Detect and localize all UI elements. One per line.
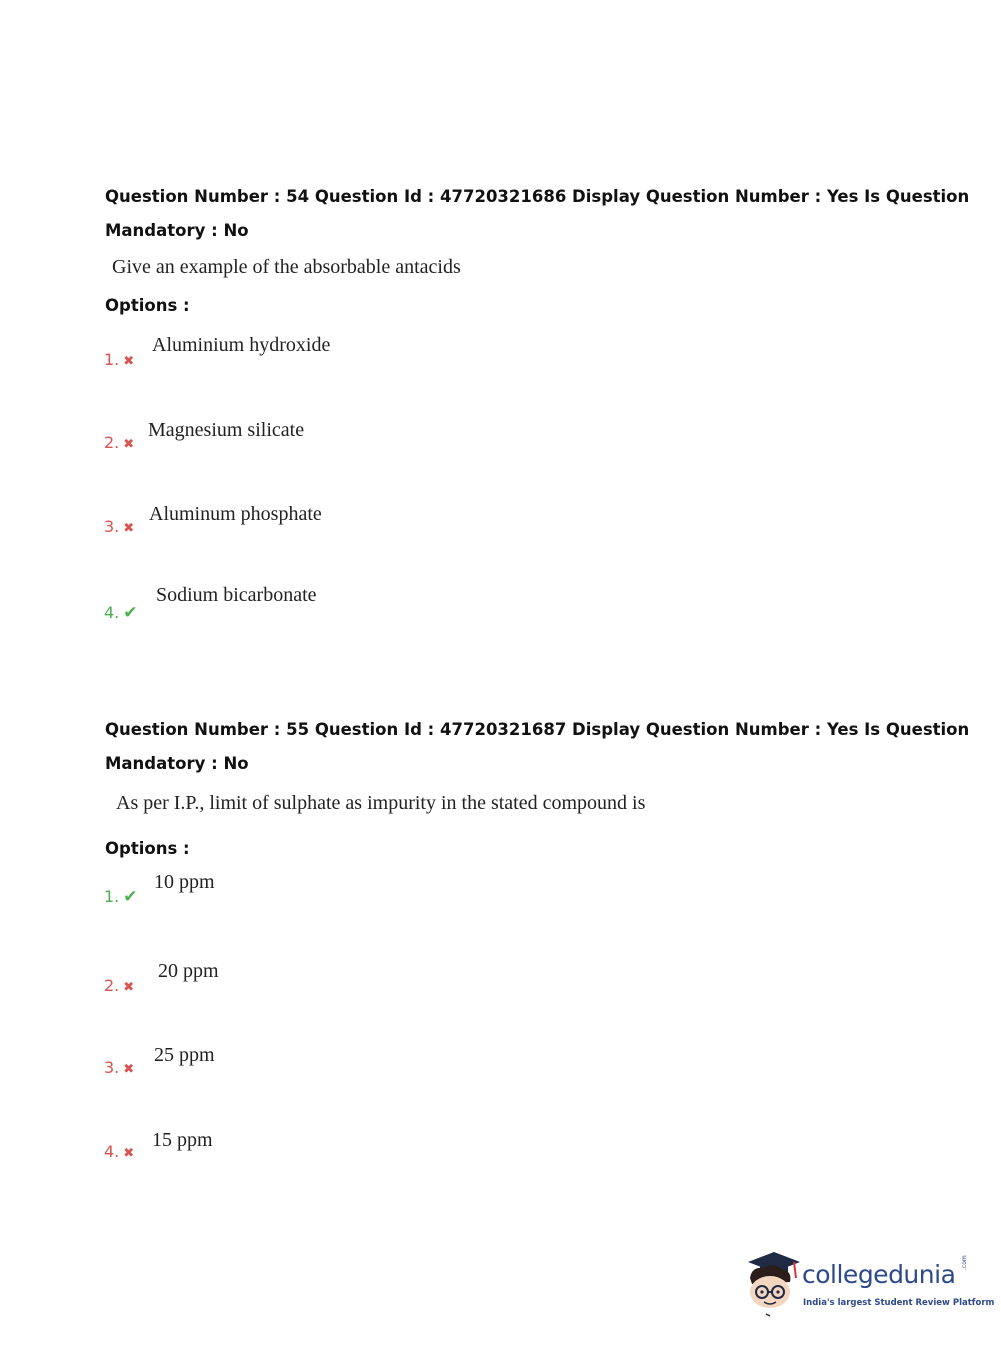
option-text: Aluminum phosphate	[149, 503, 322, 525]
option-number	[104, 976, 134, 995]
wrong-icon: ✖	[123, 354, 135, 369]
check-icon: ✔	[123, 887, 138, 907]
question-text: Give an example of the absorbable antacids	[112, 256, 461, 278]
option-text: 20 ppm	[158, 960, 219, 982]
wrong-icon: ✖	[123, 980, 135, 995]
options-label: Options :	[105, 839, 190, 858]
question-mandatory-line: Mandatory : No	[105, 221, 249, 240]
option-index: 4.	[104, 603, 120, 622]
logo-brand: collegedunia	[802, 1260, 956, 1289]
wrong-icon: ✖	[123, 437, 135, 452]
question-text: As per I.P., limit of sulphate as impurity in the stated compound is	[116, 792, 646, 814]
option-index: 1.	[104, 887, 120, 906]
wrong-icon: ✖	[123, 521, 135, 536]
option-index: 3.	[104, 1058, 120, 1077]
option-text: 25 ppm	[154, 1044, 215, 1066]
option-index: 1.	[104, 350, 120, 369]
question-header	[105, 180, 970, 248]
options-label: Options :	[105, 296, 190, 315]
option-number	[104, 1142, 134, 1161]
option-number	[104, 517, 134, 536]
option-number	[104, 1058, 134, 1077]
question-header	[105, 713, 970, 781]
option-text: 15 ppm	[152, 1129, 213, 1151]
question-header-line: Question Number : 55 Question Id : 47720321687 Display Question Number : Yes Is Question	[105, 720, 970, 739]
wrong-icon: ✖	[123, 1146, 135, 1161]
option-index: 3.	[104, 517, 120, 536]
question-mandatory-line: Mandatory : No	[105, 754, 249, 773]
option-index: 2.	[104, 433, 120, 452]
option-number	[104, 433, 134, 452]
question-header-line: Question Number : 54 Question Id : 47720321686 Display Question Number : Yes Is Question	[105, 187, 970, 206]
option-text: Aluminium hydroxide	[152, 334, 331, 356]
option-text: Magnesium silicate	[148, 419, 305, 441]
collegedunia-logo[interactable]	[742, 1248, 995, 1318]
logo-dotcom: .com	[961, 1255, 968, 1270]
option-number	[104, 350, 134, 369]
option-text: 10 ppm	[154, 871, 215, 893]
option-number	[104, 887, 138, 907]
option-index: 2.	[104, 976, 120, 995]
wrong-icon: ✖	[123, 1062, 135, 1077]
option-index: 4.	[104, 1142, 120, 1161]
logo-tagline: India's largest Student Review Platform	[803, 1298, 995, 1308]
option-number	[104, 603, 138, 623]
student-mascot-icon	[742, 1248, 802, 1318]
check-icon: ✔	[123, 603, 138, 623]
option-text: Sodium bicarbonate	[156, 584, 317, 606]
